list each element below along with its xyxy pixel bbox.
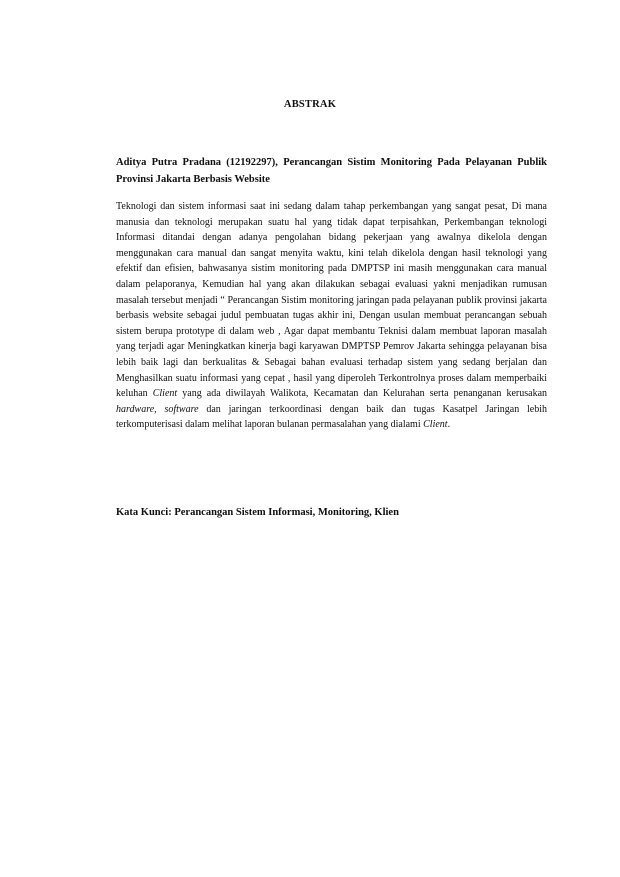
abstract-client-term-2: Client: [423, 419, 448, 431]
abstract-client-term-1: Client: [152, 388, 178, 400]
abstract-title: ABSTRAK: [283, 99, 337, 110]
abstract-final-period: .: [447, 419, 451, 431]
keywords-line: Kata Kunci: Perancangan Sistem Informasi, Monitoring, Klien: [116, 507, 399, 518]
abstract-body: [116, 199, 547, 433]
abstract-text-part-1: Teknologi dan sistem informasi saat ini sedang dalam tahap perkembangan yang sangat pesat, Di mana manusia dan teknologi merupakan suatu hal yang tidak dapat terpisahkan, Perkembangan teknologi Informasi ditandai dengan adanya pengolahan bidang pekerjaan yang awalnya dikelola dengan menggunakan cara manual dan sangat menyita waktu, kini telah dikelola dengan hasil teknologi yang efektif dan efisien, bahwasanya sistim monitoring pada DMPTSP ini masih menggunakan cara manual dalam pelaporanya, Kemudian hal yang akan dilakukan sebagai evaluasi yakni menjadikan rumusan masalah tersebut menjadi “ Perancangan Sistim monitoring jaringan pada pelayanan publik provinsi jakarta berbasis website sebagai judul pembuatan tugas akhir ini, Dengan usulan membuat perancangan sebuah sistem berupa prototype di dalam web , Agar dapat membantu Teknisi dalam membuat laporan masalah yang terjadi agar Meningkatkan kinerja bagi karyawan DMPTSP Pemrov Jakarta sehingga pelayanan bisa lebih baik lagi dan berkualitas & Sebagai bahan evaluasi terhadap sistem yang sedang berjalan dan Menghasilkan suatu informasi yang cepat , hasil yang diperoleh Terkontrolnya proses dalam memperbaiki keluhan: [116, 201, 547, 400]
author-title-line: Aditya Putra Pradana (12192297), Perancangan Sistim Monitoring Pada Pelayanan Publik Provinsi Jakarta Berbasis Website: [116, 157, 547, 185]
abstract-hardware-software-term: hardware, software: [116, 403, 199, 415]
abstract-text-part-3: dan jaringan terkoordinasi dengan baik dan tugas Kasatpel Jaringan lebih terkomputerisasi dalam melihat laporan bulanan permasalahan yang dialami: [116, 403, 548, 431]
abstract-text-part-2: yang ada diwilayah Walikota, Kecamatan dan Kelurahan serta penanganan kerusakan: [182, 388, 548, 400]
